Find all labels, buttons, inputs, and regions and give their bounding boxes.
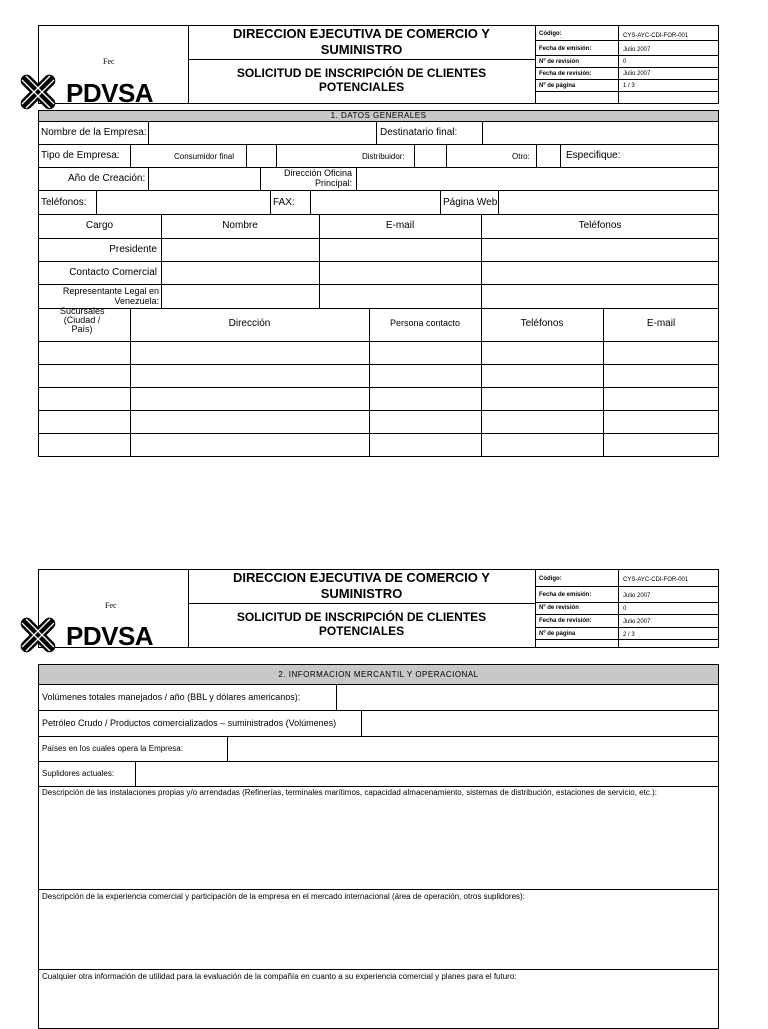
empresa-input[interactable] bbox=[149, 122, 375, 143]
meta-value: Julio 2007 bbox=[623, 47, 651, 53]
header-subtitle-1: SOLICITUD DE INSCRIPCIÓN DE CLIENTES bbox=[236, 610, 487, 624]
section-title: 1. DATOS GENERALES bbox=[38, 110, 719, 122]
field-label-telefonos: Teléfonos: bbox=[41, 197, 87, 208]
field-label-direccion-oficina-2: Principal: bbox=[314, 178, 352, 188]
field-label-descripcion-experiencia: Descripción de la experiencia comercial y participación de la empresa en el mercado internacional (área de operación, otros suplidores): bbox=[42, 892, 525, 901]
direccion-oficina-input[interactable] bbox=[357, 168, 718, 189]
petroleo-input[interactable] bbox=[362, 711, 718, 735]
field-label-pagina-web: Página Web bbox=[443, 197, 498, 208]
column-header-email: E-mail bbox=[385, 220, 415, 231]
meta-label: Nº de revisión bbox=[539, 59, 579, 65]
meta-value: Julio 2007 bbox=[623, 593, 651, 599]
field-label-volumenes: Volúmenes totales manejados / año (BBL y dólares americanos): bbox=[42, 692, 301, 702]
meta-label: Fecha de revisión: bbox=[539, 71, 592, 77]
meta-value: Julio 2007 bbox=[623, 71, 651, 77]
header-subtitle-1: SOLICITUD DE INSCRIPCIÓN DE CLIENTES bbox=[236, 66, 487, 80]
option-consumidor: Consumidor final bbox=[174, 152, 235, 161]
meta-label: Nº de página bbox=[539, 83, 576, 89]
fax-input[interactable] bbox=[311, 191, 439, 213]
row-label-representante-1: Representante Legal en bbox=[62, 286, 159, 296]
suplidores-input[interactable] bbox=[136, 762, 718, 785]
paises-input[interactable] bbox=[228, 737, 718, 760]
column-header-nombre: Nombre bbox=[222, 220, 258, 231]
divider bbox=[188, 59, 535, 60]
header-title-1: DIRECCION EJECUTIVA DE COMERCIO Y bbox=[233, 570, 490, 585]
meta-value: 1 / 3 bbox=[623, 83, 635, 89]
row-label-contacto: Contacto Comercial bbox=[69, 267, 157, 278]
column-header-direccion: Dirección bbox=[228, 318, 271, 329]
header-title-1: DIRECCION EJECUTIVA DE COMERCIO Y bbox=[233, 26, 490, 41]
meta-label: Fecha de revisión: bbox=[539, 618, 592, 624]
column-header-persona-contacto: Persona contacto bbox=[389, 318, 461, 328]
meta-label: Nº de página bbox=[539, 631, 576, 637]
divider bbox=[535, 25, 536, 104]
anio-input[interactable] bbox=[149, 168, 259, 189]
field-label-paises: Países en los cuales opera la Empresa: bbox=[42, 744, 183, 753]
header-subtitle-2: POTENCIALES bbox=[318, 624, 405, 638]
column-header-sucursales-2: (Ciudad / bbox=[63, 315, 101, 325]
divider bbox=[618, 25, 619, 104]
header-subtitle-2: POTENCIALES bbox=[318, 80, 405, 94]
field-label-petroleo: Petróleo Crudo / Productos comercializados – suministrados (Volúmenes) bbox=[42, 718, 337, 728]
otra-informacion-textarea[interactable] bbox=[39, 983, 718, 1023]
column-header-telefonos-2: Teléfonos bbox=[520, 318, 564, 329]
meta-value: 0 bbox=[623, 59, 627, 65]
meta-label: Nº de revisión bbox=[539, 605, 579, 611]
fec-label: Fec bbox=[103, 57, 115, 66]
option-distribuidor: Distribuidor: bbox=[362, 152, 405, 161]
meta-label: Código: bbox=[539, 31, 562, 37]
row-label-presidente: Presidente bbox=[109, 244, 157, 255]
field-label-direccion-oficina-1: Dirección Oficina bbox=[283, 168, 352, 178]
distribuidor-checkbox[interactable] bbox=[415, 145, 445, 166]
meta-value: CYS-AYC-CDI-FOR-001 bbox=[623, 577, 689, 583]
pagina-web-input[interactable] bbox=[499, 191, 718, 213]
field-label-descripcion-instalaciones: Descripción de las instalaciones propias y/o arrendadas (Refinerías, terminales marítimos, capacidad almacenamiento, sistemas de distribución, estaciones de servicio, etc.): bbox=[42, 788, 657, 797]
pdvsa-logo-icon bbox=[14, 611, 62, 659]
field-label-anio: Año de Creación: bbox=[68, 173, 146, 184]
column-header-sucursales-1: Sucursales bbox=[60, 306, 105, 316]
pdvsa-logo-icon bbox=[14, 68, 62, 116]
meta-value: 2 / 3 bbox=[623, 632, 635, 638]
column-header-email-2: E-mail bbox=[646, 318, 676, 329]
row-label-representante-2: Venezuela: bbox=[114, 296, 159, 306]
meta-label: Fecha de emisión: bbox=[539, 592, 592, 598]
brand-name: PDVSA bbox=[66, 621, 154, 651]
consumidor-checkbox[interactable] bbox=[247, 145, 275, 166]
descripcion-experiencia-textarea[interactable] bbox=[39, 903, 718, 968]
field-label-destinatario: Destinatario final: bbox=[380, 127, 458, 138]
header-title-2: SUMINISTRO bbox=[320, 42, 403, 57]
meta-value: 0 bbox=[623, 606, 627, 612]
meta-label: Código: bbox=[539, 576, 562, 582]
volumenes-input[interactable] bbox=[337, 685, 718, 709]
column-header-cargo: Cargo bbox=[85, 220, 114, 231]
column-header-telefonos: Teléfonos bbox=[578, 220, 622, 231]
telefonos-input[interactable] bbox=[97, 191, 269, 213]
field-label-empresa: Nombre de la Empresa: bbox=[41, 127, 147, 138]
header-title-2: SUMINISTRO bbox=[320, 586, 403, 601]
meta-value: CYS-AYC-CDI-FOR-001 bbox=[623, 33, 689, 39]
column-header-sucursales-3: País) bbox=[71, 324, 93, 334]
descripcion-instalaciones-textarea[interactable] bbox=[39, 810, 718, 888]
field-label-otra-informacion: Cualquier otra información de utilidad para la evaluación de la compañía en cuanto a su experiencia comercial y planes para el futuro: bbox=[42, 972, 517, 981]
field-label-especifique: Especifique: bbox=[566, 150, 621, 161]
option-otro: Otro: bbox=[512, 152, 530, 161]
meta-label: Fecha de emisión: bbox=[539, 46, 592, 52]
fec-label: Fec bbox=[105, 601, 117, 610]
field-label-tipo: Tipo de Empresa: bbox=[41, 150, 120, 161]
brand-name: PDVSA bbox=[66, 78, 154, 108]
otro-checkbox[interactable] bbox=[537, 145, 559, 166]
meta-value: Julio 2007 bbox=[623, 619, 651, 625]
destinatario-input[interactable] bbox=[483, 122, 718, 143]
field-label-fax: FAX: bbox=[273, 197, 295, 208]
section-title: 2. INFORMACION MERCANTIL Y OPERACIONAL bbox=[38, 664, 719, 685]
field-label-suplidores: Suplidores actuales: bbox=[42, 769, 115, 778]
